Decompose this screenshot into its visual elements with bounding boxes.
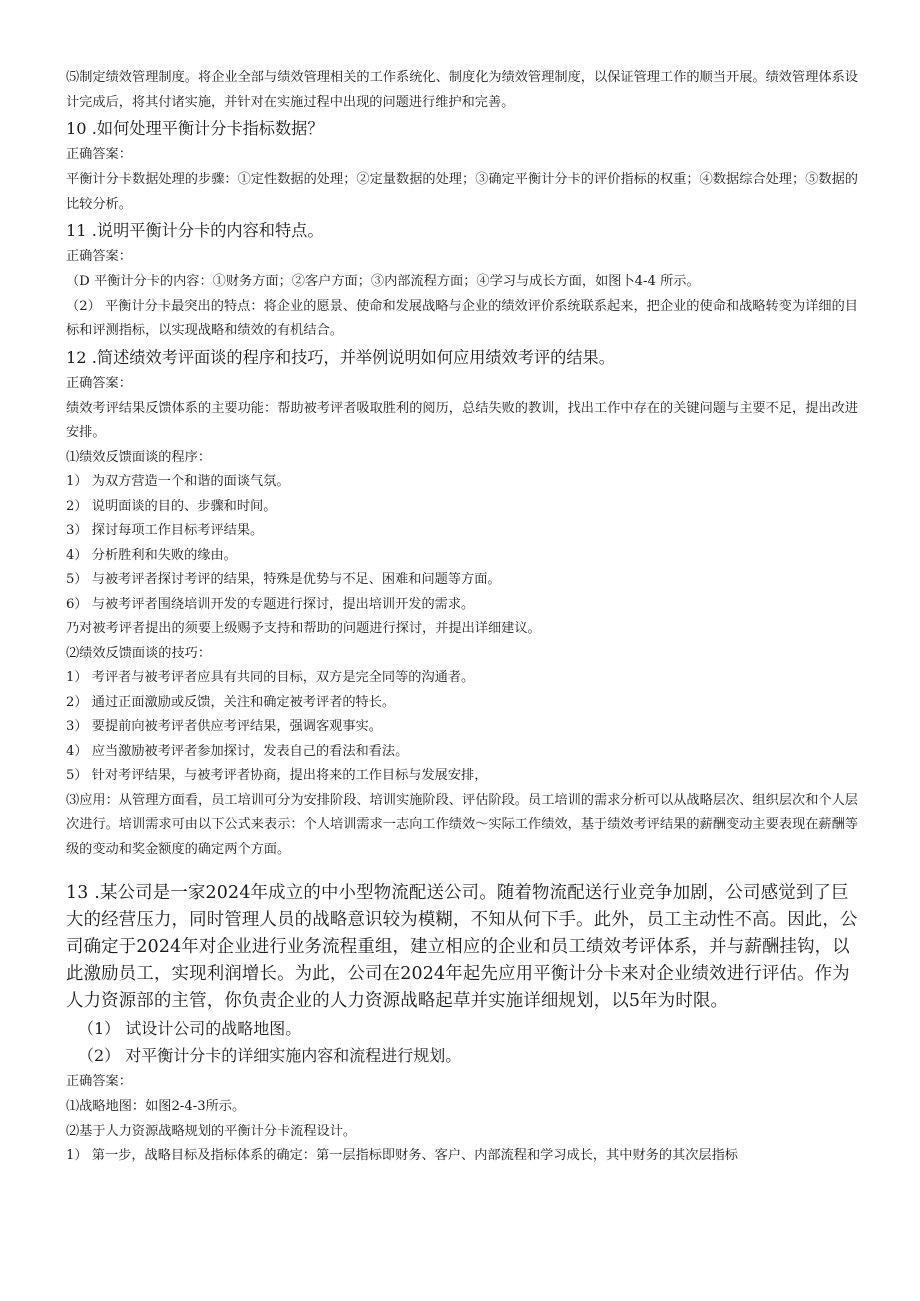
list-item: 6） 与被考评者围绕培训开发的专题进行探讨，提出培训开发的需求。 [66, 596, 475, 612]
paragraph: （2） 平衡计分卡最突出的特点：将企业的愿景、使命和发展战略与企业的绩效评价系统联系起来，把企业的使命和战略转变为详细的目标和评测指标，以实现战略和绩效的有机结合。 [66, 298, 858, 338]
paragraph: 平衡计分卡数据处理的步骤：①定性数据的处理；②定量数据的处理；③确定平衡计分卡的评价指标的权重；④数据综合处理；⑤数据的比较分析。 [66, 172, 858, 212]
sub-question: （2） 对平衡计分卡的详细实施内容和流程进行规划。 [78, 1046, 462, 1065]
section-label: ⑴绩效反馈面谈的程序： [66, 449, 212, 465]
paragraph: 绩效考评结果反馈体系的主要功能：帮助被考评者吸取胜利的阅历，总结失败的教训，找出工作中存在的关键问题与主要不足，提出改进安排。 [66, 400, 858, 440]
paragraph: ⑵基于人力资源战略规划的平衡计分卡流程设计。 [66, 1123, 357, 1139]
list-item: 3） 要提前向被考评者供应考评结果，强调客观事实。 [66, 719, 382, 734]
list-item: 乃对被考评者提出的须要上级赐予支持和帮助的问题进行探讨，并提出详细建议。 [66, 621, 541, 636]
answer-label: 正确答案： [66, 1074, 132, 1089]
paragraph: ⑸制定绩效管理制度。将企业全部与绩效管理相关的工作系统化、制度化为绩效管理制度，以保证管理工作的顺当开展。绩效管理体系设计完成后，将其付诸实施，并针对在实施过程中出现的问题进行维护和完善。 [66, 70, 858, 110]
list-item: 3） 探讨每项工作目标考评结果。 [66, 523, 264, 538]
paragraph: ⑶应用：从管理方面看，员工培训可分为安排阶段、培训实施阶段、评估阶段。员工培训的需求分析可以从战略层次、组织层次和个人层次进行。培训需求可由以下公式来表示：个人培训需求一志向工作绩效～实际工作绩效，基于绩效考评结果的薪酬变动主要表现在薪酬等级的变动和奖金额度的确定两个方面。 [66, 792, 858, 857]
list-item: 1） 为双方营造一个和谐的面谈气氛。 [66, 474, 290, 489]
paragraph: （D 平衡计分卡的内容：①财务方面；②客户方面；③内部流程方面；④学习与成长方面，如图卜4-4 所示。 [66, 274, 700, 289]
answer-label: 正确答案： [66, 249, 132, 264]
spacer [66, 862, 858, 880]
list-item: 2） 通过正面激励或反馈，关注和确定被考评者的特长。 [66, 694, 396, 710]
sub-question: （1） 试设计公司的战略地图。 [78, 1019, 302, 1038]
question-heading: 11 .说明平衡计分卡的内容和特点。 [66, 221, 324, 240]
paragraph: ⑴战略地图：如图2-4-3所示。 [66, 1099, 246, 1114]
list-item: 5） 与被考评者探讨考评的结果，特殊是优势与不足、困难和问题等方面。 [66, 572, 501, 587]
answer-label: 正确答案： [66, 375, 132, 391]
list-item: 5） 针对考评结果，与被考评者协商，提出将来的工作目标与发展安排， [66, 768, 488, 783]
list-item: 2） 说明面谈的目的、步骤和时间。 [66, 498, 277, 514]
question-13-text: 13 .某公司是一家2024年成立的中小型物流配送公司。随着物流配送行业竞争加剧，公司感觉到了巨大的经营压力，同时管理人员的战略意识较为模糊，不知从何下手。此外，员工主动性不高。因此，公司确定于2024年对企业进行业务流程重组，建立相应的企业和员工绩效考评体系，并与薪酬挂钩，以此激励员工，实现利润增长。为此，公司在2024年起先应用平衡计分卡来对企业绩效进行评估。作为人力资源部的主管，你负责企业的人力资源战略起草并实施详细规划，以5年为时限。 [66, 883, 858, 1011]
list-item: 4） 应当激励被考评者参加探讨，发表自己的看法和看法。 [66, 743, 409, 759]
document-page [66, 66, 858, 1169]
question-heading: 12 .简述绩效考评面谈的程序和技巧，并举例说明如何应用绩效考评的结果。 [66, 347, 615, 367]
list-item: 1） 考评者与被考评者应具有共同的目标，双方是完全同等的沟通者。 [66, 670, 475, 685]
question-heading: 10 .如何处理平衡计分卡指标数据？ [66, 119, 324, 138]
list-item: 1） 第一步，战略目标及指标体系的确定：第一层指标即财务、客户、内部流程和学习成长，其中财务的其次层指标 [66, 1148, 738, 1163]
section-label: ⑵绩效反馈面谈的技巧： [66, 645, 212, 661]
list-item: 4） 分析胜利和失败的缘由。 [66, 547, 237, 563]
answer-label: 正确答案： [66, 147, 132, 162]
